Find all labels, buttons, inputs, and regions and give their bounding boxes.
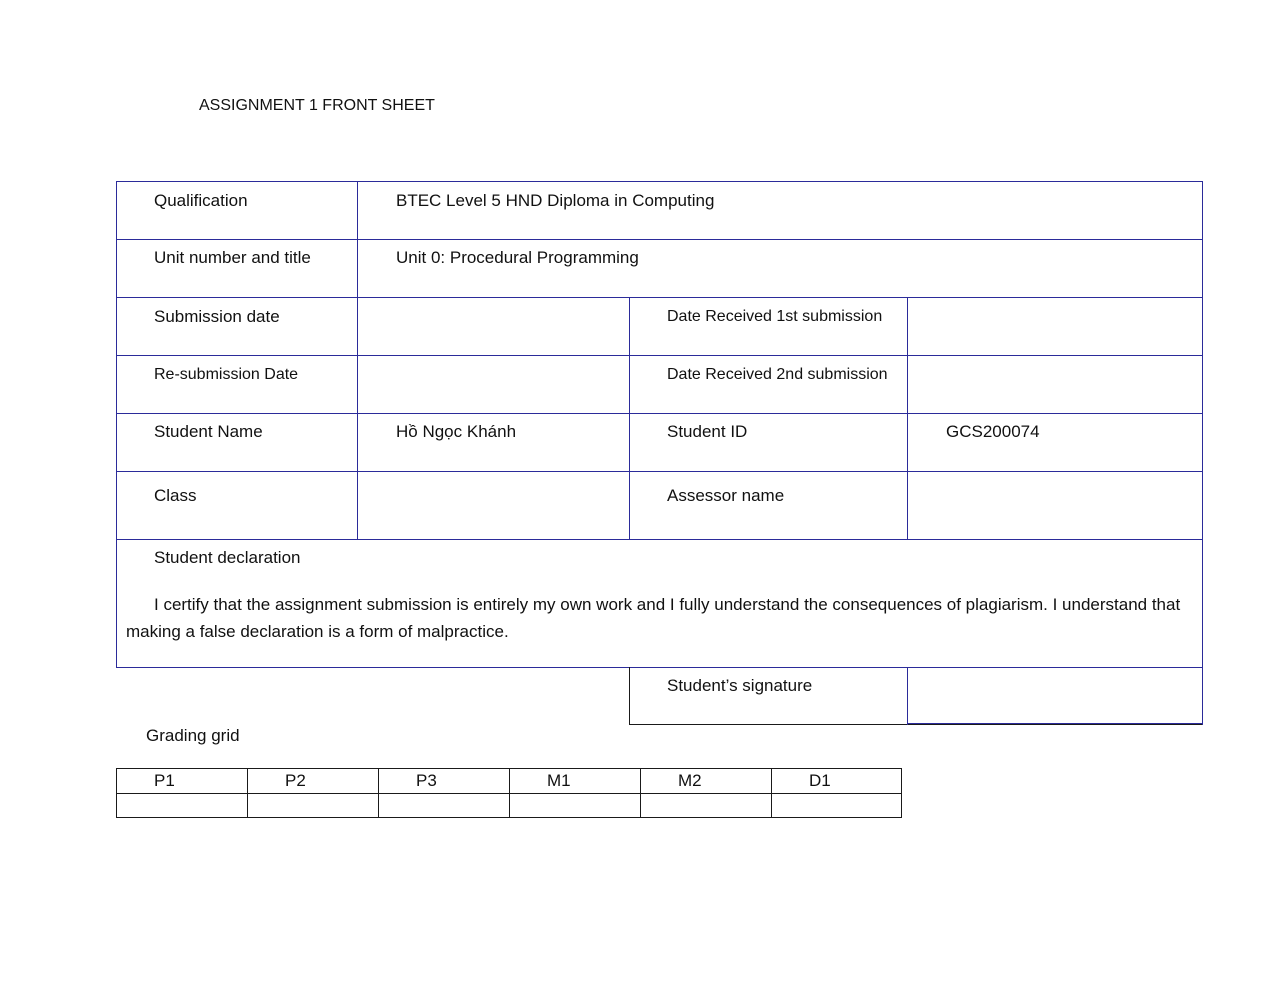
signature-label: Student’s signature	[667, 676, 813, 695]
student-id-label: Student ID	[667, 422, 748, 441]
grade-header-m2: M2	[678, 771, 702, 790]
submission-date-label: Submission date	[154, 307, 280, 326]
student-id-value: GCS200074	[946, 422, 1040, 441]
qualification-value: BTEC Level 5 HND Diploma in Computing	[396, 191, 715, 210]
student-name-label: Student Name	[154, 422, 263, 441]
date-received-1st-label: Date Received 1st submission	[667, 308, 883, 325]
student-name-value: Hồ Ngọc Khánh	[396, 422, 517, 441]
grade-header-d1: D1	[809, 771, 831, 790]
qualification-label: Qualification	[154, 191, 248, 210]
grade-header-p2: P2	[285, 771, 306, 790]
grade-header-m1: M1	[547, 771, 571, 790]
grade-header-p3: P3	[416, 771, 437, 790]
declaration-heading: Student declaration	[154, 548, 301, 567]
assessor-name-label: Assessor name	[667, 486, 785, 505]
declaration-text: I certify that the assignment submission is entirely my own work and I fully understand the consequences of plagiarism. I understand that making a false declaration is a form of malpractice.	[126, 595, 1181, 641]
page-title: ASSIGNMENT 1 FRONT SHEET	[199, 97, 435, 114]
date-received-2nd-label: Date Received 2nd submission	[667, 366, 888, 383]
grading-grid-label: Grading grid	[146, 726, 240, 745]
class-label: Class	[154, 486, 197, 505]
unit-value: Unit 0: Procedural Programming	[396, 248, 639, 267]
grade-header-p1: P1	[154, 771, 175, 790]
resubmission-date-label: Re-submission Date	[154, 366, 299, 383]
unit-label: Unit number and title	[154, 248, 311, 267]
